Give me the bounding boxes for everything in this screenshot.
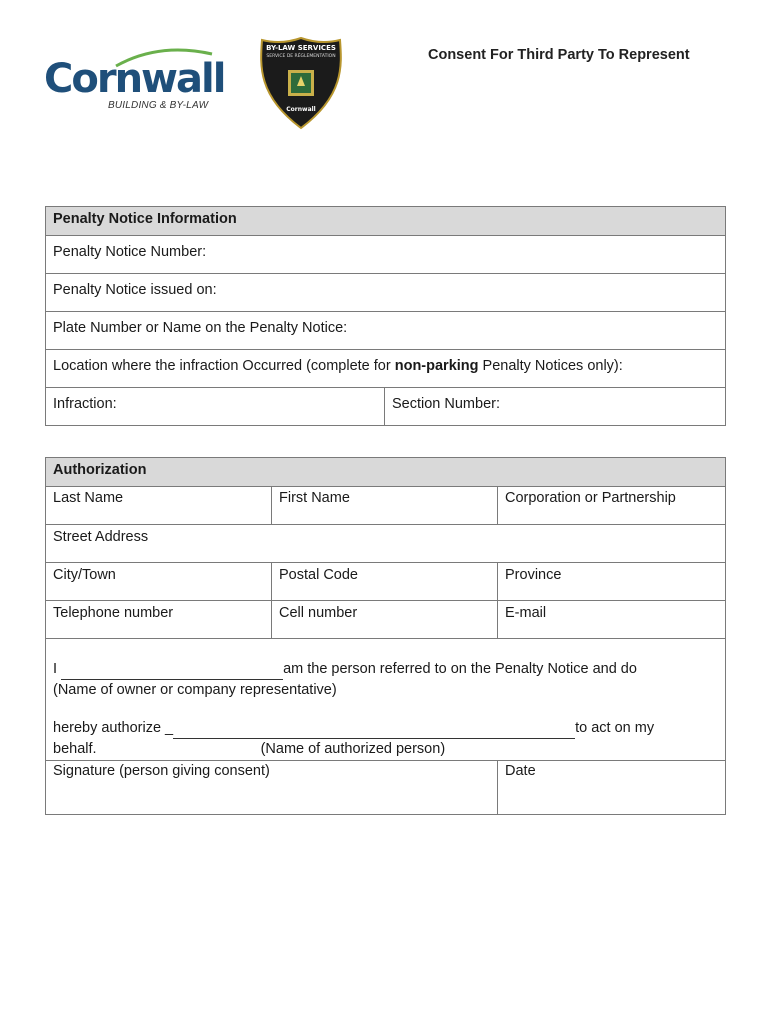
consent-i-label: I (53, 661, 58, 677)
consent-line-3 (53, 718, 718, 739)
consent-auth-note: (Name of authorized person) (260, 741, 446, 757)
section-number-field[interactable]: Section Number: (385, 388, 726, 426)
email-field[interactable]: E-mail (498, 601, 726, 639)
city-field[interactable]: City/Town (46, 563, 272, 601)
cell-field[interactable]: Cell number (272, 601, 498, 639)
logo-subtitle: BUILDING & BY-LAW (108, 100, 209, 111)
owner-name-line[interactable] (61, 659, 283, 680)
logo-wordmark: Cornwall (44, 56, 225, 102)
consent-authorize-label: hereby authorize _ (53, 720, 174, 736)
consent-statement (46, 639, 726, 761)
authorized-person-line[interactable] (173, 718, 575, 739)
consent-line-1 (53, 659, 718, 680)
signature-field[interactable]: Signature (person giving consent) (46, 761, 498, 815)
location-label-pre: Location where the infraction Occurred (complete for (53, 358, 395, 374)
postal-code-field[interactable]: Postal Code (272, 563, 498, 601)
authorization-heading: Authorization (46, 458, 726, 487)
first-name-field[interactable]: First Name (272, 487, 498, 525)
location-field[interactable] (46, 350, 726, 388)
bylaw-badge (258, 36, 344, 130)
penalty-notice-number-field[interactable]: Penalty Notice Number: (46, 236, 726, 274)
plate-number-field[interactable]: Plate Number or Name on the Penalty Notice: (46, 312, 726, 350)
street-address-field[interactable]: Street Address (46, 525, 726, 563)
badge-top-text: BY-LAW SERVICES (266, 44, 336, 52)
cornwall-logo (44, 46, 225, 112)
location-label-post: Penalty Notices only): (478, 358, 623, 374)
consent-owner-note: (Name of owner or company representative) (53, 682, 337, 698)
badge-mid-text: SERVICE DE RÉGLEMENTATION (266, 54, 336, 59)
province-field[interactable]: Province (498, 563, 726, 601)
penalty-notice-table (45, 206, 726, 426)
location-label-bold: non-parking (394, 358, 479, 374)
badge-bottom-text: Cornwall (286, 106, 316, 113)
consent-line-4 (53, 739, 718, 759)
penalty-heading: Penalty Notice Information (46, 207, 726, 236)
penalty-issued-on-field[interactable]: Penalty Notice issued on: (46, 274, 726, 312)
last-name-field[interactable]: Last Name (46, 487, 272, 525)
consent-line-1-text: am the person referred to on the Penalty Notice and do (283, 661, 637, 677)
document-title: Consent For Third Party To Represent (428, 47, 690, 63)
date-field[interactable]: Date (498, 761, 726, 815)
infraction-field[interactable]: Infraction: (46, 388, 385, 426)
consent-act-label: to act on my (575, 720, 655, 736)
authorization-table (45, 457, 726, 815)
consent-behalf-label: behalf. (53, 741, 97, 757)
telephone-field[interactable]: Telephone number (46, 601, 272, 639)
corporation-field[interactable]: Corporation or Partnership (498, 487, 726, 525)
